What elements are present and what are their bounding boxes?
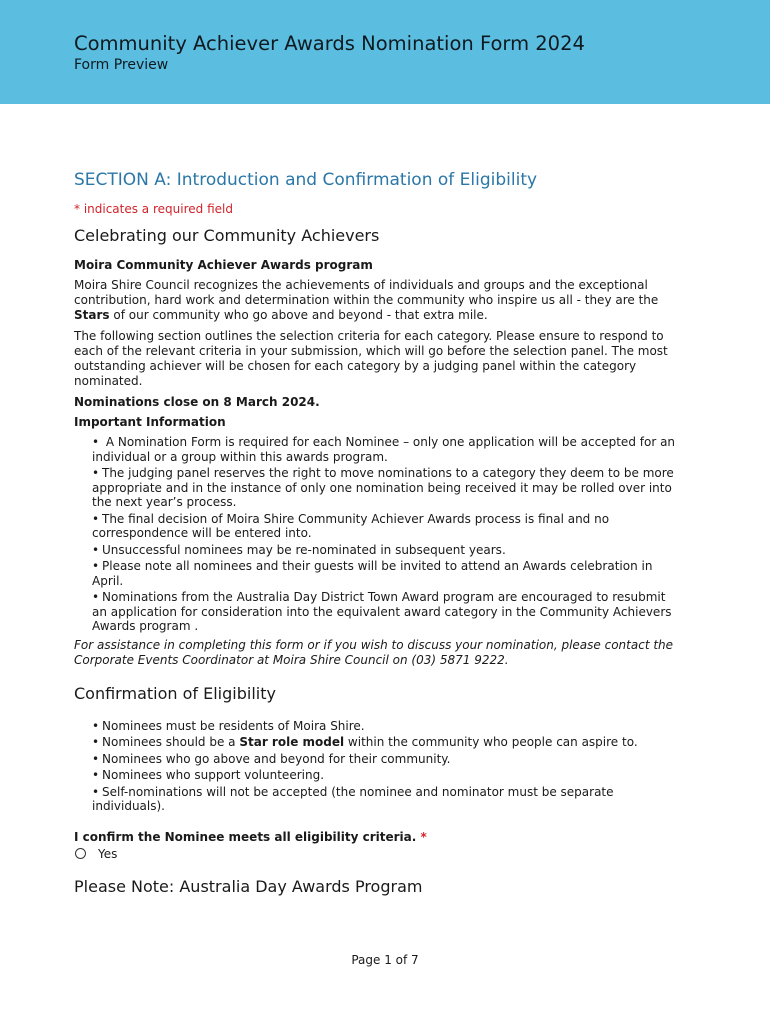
radio-label-yes: Yes bbox=[98, 846, 118, 861]
closing-date: Nominations close on 8 March 2024. bbox=[74, 395, 320, 409]
list-item-text: Unsuccessful nominees may be re-nominated in subsequent years. bbox=[102, 542, 506, 557]
confirm-label-text: I confirm the Nominee meets all eligibility criteria. bbox=[74, 829, 417, 844]
intro-paragraph-end: of our community who go above and beyond - that extra mile. bbox=[109, 308, 488, 322]
intro-paragraph bbox=[74, 278, 680, 323]
bullet-icon: • bbox=[92, 466, 100, 480]
list-item bbox=[92, 435, 680, 464]
bullet-icon: • bbox=[92, 590, 100, 604]
page-number: Page 1 of 7 bbox=[351, 953, 419, 967]
important-info-title: Important Information bbox=[74, 415, 226, 429]
list-item bbox=[92, 512, 680, 541]
form-content bbox=[74, 170, 680, 909]
form-header bbox=[0, 0, 770, 104]
list-item bbox=[92, 466, 680, 510]
form-title: Community Achiever Awards Nomination Form 2024 bbox=[74, 32, 585, 55]
section-heading: SECTION A: Introduction and Confirmation of Eligibility bbox=[74, 170, 538, 190]
bullet-icon: • bbox=[92, 511, 100, 526]
star-role-model-emphasis: Star role model bbox=[239, 735, 345, 749]
bullet-icon: • bbox=[92, 435, 100, 449]
form-subtitle: Form Preview bbox=[74, 57, 169, 73]
bullet-icon: • bbox=[92, 735, 100, 749]
list-item bbox=[92, 719, 680, 734]
assistance-note: For assistance in completing this form or if you wish to discuss your nomination, please contact the Corporate Events Coordinator at Moira Shire Council on (03) 5871 9222. bbox=[74, 637, 674, 667]
list-item-text: Nominees should be a bbox=[102, 735, 240, 749]
required-field-note: * indicates a required field bbox=[74, 202, 233, 216]
list-item-text: Nominees must be residents of Moira Shire. bbox=[102, 718, 365, 733]
radio-button[interactable] bbox=[75, 848, 86, 859]
required-asterisk: * bbox=[420, 829, 427, 844]
list-item bbox=[92, 590, 680, 634]
radio-option-yes[interactable] bbox=[74, 847, 680, 861]
list-item-text: The final decision of Moira Shire Community Achiever Awards process is final and no correspondence will be entered into. bbox=[92, 511, 610, 540]
list-item bbox=[92, 735, 680, 750]
list-item-text: Nominees who support volunteering. bbox=[102, 768, 325, 782]
eligibility-list bbox=[74, 719, 680, 814]
list-item-text: Nominees who go above and beyond for their community. bbox=[102, 751, 451, 766]
bullet-icon: • bbox=[92, 559, 100, 573]
bullet-icon: • bbox=[92, 768, 100, 782]
note-heading: Please Note: Australia Day Awards Program bbox=[74, 876, 423, 896]
list-item-text-end: within the community who people can aspire to. bbox=[344, 735, 638, 749]
list-item-text: Self-nominations will not be accepted (the nominee and nominator must be separate individuals). bbox=[92, 784, 614, 813]
intro-paragraph-text: Moira Shire Council recognizes the achievements of individuals and groups and the exceptional contribution, hard work and determination within the community who inspire us all - they are the bbox=[74, 278, 659, 307]
bullet-icon: • bbox=[92, 751, 100, 766]
eligibility-heading: Confirmation of Eligibility bbox=[74, 683, 276, 703]
intro-heading: Celebrating our Community Achievers bbox=[74, 226, 380, 245]
list-item bbox=[92, 768, 680, 783]
list-item-text: The judging panel reserves the right to move nominations to a category they deem to be more appropriate and in the instance of only one nomination being received it may be rolled over into the next year’s process. bbox=[92, 466, 674, 509]
list-item-text: Please note all nominees and their guests will be invited to attend an Awards celebration in April. bbox=[92, 559, 653, 588]
criteria-paragraph: The following section outlines the selection criteria for each category. Please ensure to respond to each of the relevant criteria in your submission, which will go before the selection panel. The most outstanding achiever will be chosen for each category by a judging panel within the category nominated. bbox=[74, 329, 668, 388]
bullet-icon: • bbox=[92, 718, 100, 733]
list-item bbox=[92, 785, 680, 814]
program-title: Moira Community Achiever Awards program bbox=[74, 258, 373, 272]
list-item-text: Nominations from the Australia Day District Town Award program are encouraged to resubmit an application for consideration into the equivalent award category in the Community Achievers Awards program . bbox=[92, 590, 672, 633]
list-item bbox=[92, 543, 680, 558]
list-item bbox=[92, 559, 680, 588]
confirm-eligibility-label bbox=[74, 830, 680, 844]
important-info-list bbox=[74, 435, 680, 634]
list-item bbox=[92, 752, 680, 767]
bullet-icon: • bbox=[92, 784, 100, 799]
list-item-text: A Nomination Form is required for each Nominee – only one application will be accepted for an individual or a group within this awards program. bbox=[92, 435, 676, 464]
bullet-icon: • bbox=[92, 542, 100, 557]
stars-emphasis: Stars bbox=[74, 308, 110, 322]
